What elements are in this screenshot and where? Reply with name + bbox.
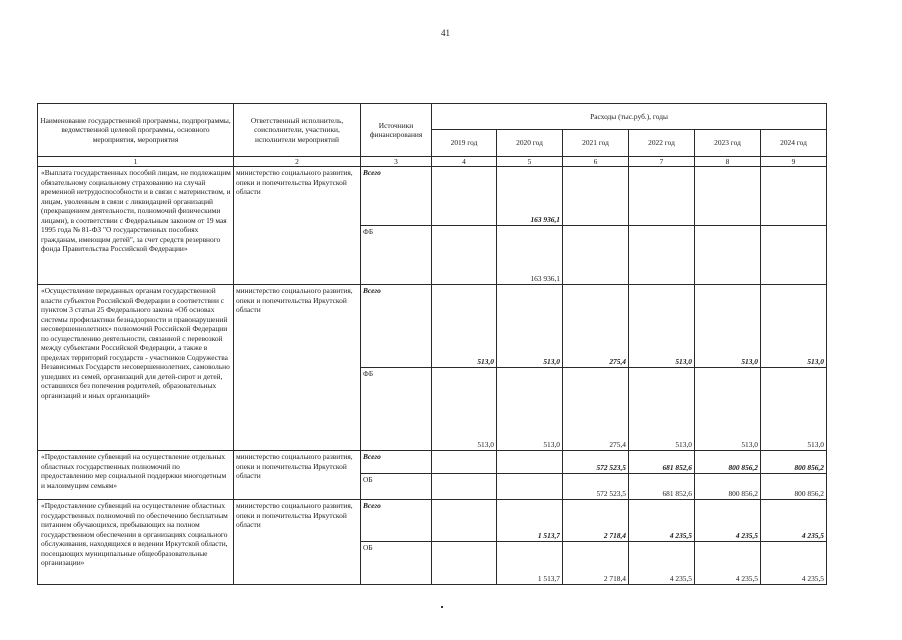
value-cell (432, 500, 497, 542)
value-cell (563, 226, 629, 285)
budget-table (37, 103, 827, 585)
column-number: 9 (761, 157, 827, 167)
source-ob: ОБ (361, 542, 432, 585)
column-number: 2 (234, 157, 361, 167)
value-cell: 1 513,7 (497, 542, 563, 585)
header-year: 2021 год (563, 130, 629, 157)
value-cell: 4 235,5 (695, 500, 761, 542)
value-cell (695, 226, 761, 285)
value-cell (629, 167, 695, 226)
value-cell: 572 523,5 (563, 474, 629, 500)
activity-name: «Выплата государственных пособий лицам, не подлежащим обязательному социальному страхованию на случай временной нетрудоспособности и в связи с материнством, и лицам, уволенным в связи с ликвидацией организаций (прекращением деятельности, полномочий физическими лицами), в соответствии с Федеральным законом от 19 мая 1995 года № 81-ФЗ "О государственных пособиях гражданам, имеющим детей", за счет средств резервного фонда Правительства Российской Федерации» (38, 167, 234, 285)
value-cell: 513,0 (629, 368, 695, 451)
executor: министерство социального развития, опеки и попечительства Иркутской области (234, 167, 361, 285)
header-year: 2019 год (432, 130, 497, 157)
table-row (38, 451, 827, 474)
value-cell: 513,0 (761, 285, 827, 368)
header-year: 2024 год (761, 130, 827, 157)
value-cell: 2 718,4 (563, 500, 629, 542)
source-fb: ФБ (361, 368, 432, 451)
value-cell (629, 226, 695, 285)
executor: министерство социального развития, опеки и попечительства Иркутской области (234, 451, 361, 500)
value-cell (432, 226, 497, 285)
header-year: 2020 год (497, 130, 563, 157)
value-cell (497, 474, 563, 500)
value-cell: 513,0 (497, 285, 563, 368)
scan-mark (441, 606, 443, 608)
activity-name: «Предоставление субвенций на осуществление отдельных областных государственных полномочий по предоставлению мер социальной поддержки многодетным и малоимущим семьям» (38, 451, 234, 500)
value-cell: 513,0 (497, 368, 563, 451)
activity-name: «Предоставление субвенций на осуществление областных государственных полномочий по обеспечению бесплатным питанием обучающихся, пребывающих на полном государственном обеспечении в организациях социального обслуживания, находящихся в ведении Иркутской области, посещающих муниципальные общеобразовательные организации» (38, 500, 234, 585)
value-cell: 681 852,6 (629, 474, 695, 500)
header-year: 2023 год (695, 130, 761, 157)
value-cell (761, 226, 827, 285)
value-cell: 1 513,7 (497, 500, 563, 542)
source-total: Всего (361, 285, 432, 368)
value-cell: 275,4 (563, 368, 629, 451)
source-total: Всего (361, 500, 432, 542)
value-cell: 163 936,1 (497, 167, 563, 226)
source-total: Всего (361, 167, 432, 226)
header-name: Наименование государственной программы, подпрограммы, ведомственной целевой программы, основного мероприятия, мероприятия (38, 104, 234, 157)
column-number: 3 (361, 157, 432, 167)
value-cell: 800 856,2 (761, 474, 827, 500)
value-cell: 513,0 (432, 368, 497, 451)
source-fb: ФБ (361, 226, 432, 285)
value-cell: 681 852,6 (629, 451, 695, 474)
value-cell: 4 235,5 (761, 542, 827, 585)
value-cell (432, 451, 497, 474)
value-cell (761, 167, 827, 226)
table-row (38, 285, 827, 368)
value-cell (432, 542, 497, 585)
value-cell: 572 523,5 (563, 451, 629, 474)
source-total: Всего (361, 451, 432, 474)
value-cell: 2 718,4 (563, 542, 629, 585)
value-cell: 4 235,5 (629, 542, 695, 585)
header-executor: Ответственный исполнитель, соисполнители, участники, исполнители мероприятий (234, 104, 361, 157)
table-row (38, 167, 827, 226)
value-cell: 513,0 (695, 368, 761, 451)
column-number: 1 (38, 157, 234, 167)
value-cell: 513,0 (629, 285, 695, 368)
column-number: 7 (629, 157, 695, 167)
value-cell (432, 474, 497, 500)
column-number: 6 (563, 157, 629, 167)
header-year: 2022 год (629, 130, 695, 157)
value-cell (497, 451, 563, 474)
table-row (38, 500, 827, 542)
value-cell (695, 167, 761, 226)
header-expenses: Расходы (тыс.руб.), годы (432, 104, 827, 130)
value-cell: 513,0 (695, 285, 761, 368)
column-number: 5 (497, 157, 563, 167)
value-cell: 163 936,1 (497, 226, 563, 285)
value-cell: 4 235,5 (695, 542, 761, 585)
value-cell (432, 167, 497, 226)
page-number: 41 (441, 28, 450, 38)
executor: министерство социального развития, опеки и попечительства Иркутской области (234, 500, 361, 585)
executor: министерство социального развития, опеки и попечительства Иркутской области (234, 285, 361, 451)
value-cell: 4 235,5 (761, 500, 827, 542)
header-source: Источники финансирования (361, 104, 432, 157)
column-number: 8 (695, 157, 761, 167)
activity-name: «Осуществление переданных органам государственной власти субъектов Российской Федерации в соответствии с пунктом 3 статьи 25 Федерального закона «Об основах системы профилактики безнадзорности и правонарушений несовершеннолетних» полномочий Российской Федерации по осуществлению деятельности, связанной с перевозкой между субъектами Российской Федерации, а также в пределах территорий государств - участников Содружества Независимых Государств несовершеннолетних, самовольно ушедших из семей, организаций для детей-сирот и детей, оставшихся без попечения родителей, образовательных организаций и иных организаций» (38, 285, 234, 451)
value-cell: 800 856,2 (695, 474, 761, 500)
value-cell: 275,4 (563, 285, 629, 368)
value-cell: 4 235,5 (629, 500, 695, 542)
value-cell: 513,0 (761, 368, 827, 451)
value-cell (563, 167, 629, 226)
value-cell: 800 856,2 (695, 451, 761, 474)
column-number: 4 (432, 157, 497, 167)
source-ob: ОБ (361, 474, 432, 500)
value-cell: 513,0 (432, 285, 497, 368)
value-cell: 800 856,2 (761, 451, 827, 474)
